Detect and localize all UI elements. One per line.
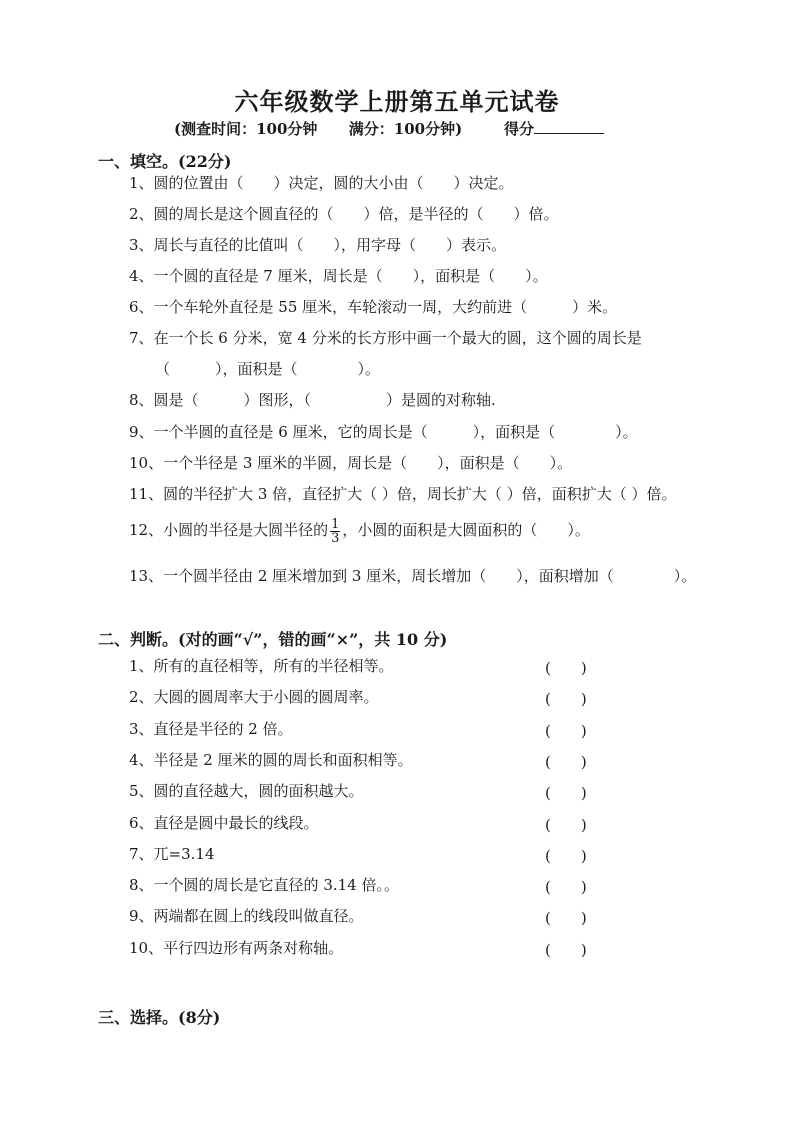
section-heading-fill: 一、填空。(22分) — [98, 152, 232, 171]
exam-info — [174, 118, 604, 139]
judge-item: 5、圆的直径越大，圆的面积越大。 — [129, 782, 364, 800]
fraction-denominator: 3 — [331, 530, 340, 546]
question-item: 10、一个半径是 3 厘米的半圆，周长是（ ），面积是（ ）。 — [129, 454, 573, 472]
question-item: 3、周长与直径的比值叫（ ），用字母（ ）表示。 — [129, 236, 507, 254]
judge-item: 8、一个圆的周长是它直径的 3.14 倍。。 — [129, 876, 399, 894]
question-item: 7、在一个长 6 分米，宽 4 分米的长方形中画一个最大的圆，这个圆的周长是 — [129, 329, 642, 347]
judge-item: 2、大圆的圆周率大于小圆的圆周率。 — [129, 688, 379, 706]
answer-parens: ( ) — [545, 878, 587, 896]
answer-parens: ( ) — [545, 847, 587, 865]
section-heading-judge: 二、判断。(对的画“√”，错的画“×”，共 10 分) — [98, 630, 448, 649]
question-item-continued: （ ），面积是（ ）。 — [155, 360, 381, 378]
page-title: 六年级数学上册第五单元试卷 — [234, 87, 560, 116]
question-item: 6、一个车轮外直径是 55 厘米，车轮滚动一周，大约前进（ ）米。 — [129, 298, 618, 316]
question-item: 13、一个圆半径由 2 厘米增加到 3 厘米，周长增加（ ），面积增加（ ）。 — [129, 567, 697, 585]
question-item: 8、圆是（ ）图形，（ ）是圆的对称轴. — [129, 391, 496, 409]
answer-parens: ( ) — [545, 816, 587, 834]
exam-time: (测查时间：100分钟 — [174, 120, 318, 138]
answer-parens: ( ) — [545, 690, 587, 708]
section-heading-choice: 三、选择。(8分) — [98, 1008, 221, 1027]
answer-parens: ( ) — [545, 941, 587, 959]
question-item: 4、一个圆的直径是 7 厘米，周长是（ ），面积是（ ）。 — [129, 267, 548, 285]
answer-parens: ( ) — [545, 909, 587, 927]
judge-item: 1、所有的直径相等，所有的半径相等。 — [129, 657, 394, 675]
judge-item: 3、直径是半径的 2 倍。 — [129, 720, 293, 738]
question-item: 9、一个半圆的直径是 6 厘米，它的周长是（ ），面积是（ ）。 — [129, 423, 638, 441]
question-item: 11、圆的半径扩大 3 倍，直径扩大（ ）倍，周长扩大（ ）倍，面积扩大（ ）倍。 — [129, 485, 677, 503]
fraction-one-third — [330, 518, 340, 545]
q12-after: ，小圆的面积是大圆面积的（ ）。 — [342, 521, 590, 539]
question-item-fraction — [129, 515, 590, 545]
question-item: 2、圆的周长是这个圆直径的（ ）倍，是半径的（ ）倍。 — [129, 205, 559, 223]
answer-parens: ( ) — [545, 784, 587, 802]
fraction-numerator: 1 — [331, 516, 340, 532]
judge-item: 7、兀=3.14 — [129, 845, 215, 863]
q12-before: 12、小圆的半径是大圆半径的 — [129, 521, 329, 539]
answer-parens: ( ) — [545, 753, 587, 771]
question-item: 1、圆的位置由（ ）决定，圆的大小由（ ）决定。 — [129, 174, 514, 192]
judge-item: 4、半径是 2 厘米的圆的周长和面积相等。 — [129, 751, 413, 769]
answer-parens: ( ) — [545, 659, 587, 677]
judge-item: 6、直径是圆中最长的线段。 — [129, 814, 319, 832]
answer-parens: ( ) — [545, 722, 587, 740]
score-label: 得分 — [503, 120, 534, 138]
score-blank — [534, 119, 604, 134]
judge-item: 10、平行四边形有两条对称轴。 — [129, 939, 344, 957]
exam-full-score: 满分：100分钟) — [348, 120, 463, 138]
judge-item: 9、两端都在圆上的线段叫做直径。 — [129, 907, 364, 925]
